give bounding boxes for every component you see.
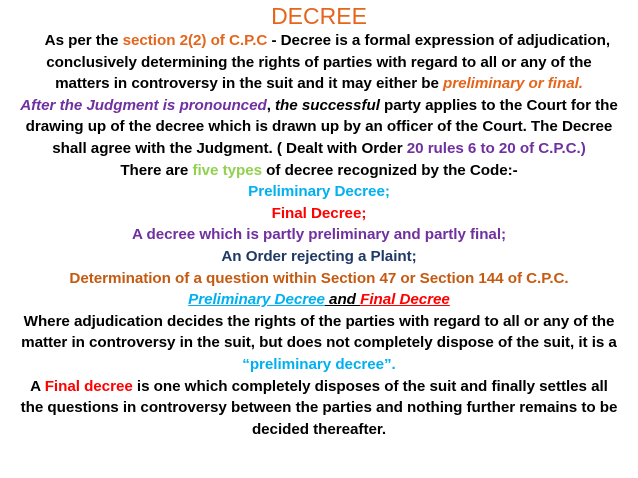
type-item-preliminary: Preliminary Decree; xyxy=(248,183,390,201)
judgment-comma: , xyxy=(266,96,276,114)
slide-title: DECREE xyxy=(271,3,367,29)
subheading-final: Final Decree xyxy=(360,291,450,309)
final-definition-after: is one which completely disposes of the suit and finally settles all the questions in controversy between the parties and nothing further remains to be decided thereafter. xyxy=(20,377,618,438)
judgment-text: party applies to the Court for the drawing up of the decree which is drawn up by an officer of the Court. The Decree shall agree with the Judgment. ( Dealt with Order xyxy=(25,96,618,157)
types-intro-after: of decree recognized by the Code:- xyxy=(262,161,518,179)
preliminary-quoted: “preliminary decree”. xyxy=(242,355,396,373)
types-intro xyxy=(18,160,620,182)
definition-text: - Decree is a formal expression of adjudication, conclusively determining the rights of parties with regard to all or any of the matters in controversy in the suit and it may either be xyxy=(46,32,611,93)
subheading-and: and xyxy=(324,291,361,309)
definition-paragraph xyxy=(18,30,620,95)
five-types-text: five types xyxy=(192,161,263,179)
preliminary-definition-paragraph xyxy=(18,311,620,376)
preliminary-or-final: preliminary or final. xyxy=(443,75,583,93)
successful-text: the successful xyxy=(275,96,380,114)
after-judgment-text: After the Judgment is pronounced xyxy=(20,96,267,114)
final-decree-term: Final decree xyxy=(44,377,133,395)
type-item-partly: A decree which is partly preliminary and partly final; xyxy=(131,226,506,244)
final-definition-paragraph xyxy=(18,376,620,441)
type-item-rejecting-plaint: An Order rejecting a Plaint; xyxy=(221,247,417,265)
slide-body xyxy=(18,30,620,440)
order-rules-reference: 20 rules 6 to 20 of C.P.C.) xyxy=(406,139,586,157)
type-item-determination: Determination of a question within Section 47 or Section 144 of C.P.C. xyxy=(69,269,569,287)
subheading-preliminary: Preliminary Decree xyxy=(188,291,325,309)
types-intro-before: There are xyxy=(120,161,193,179)
definition-intro: As per the xyxy=(44,32,123,49)
final-definition-before: A xyxy=(30,377,45,395)
type-item-final: Final Decree; xyxy=(271,204,367,222)
subheading xyxy=(18,289,620,311)
judgment-paragraph xyxy=(18,95,620,160)
section-reference: section 2(2) of C.P.C xyxy=(122,32,268,49)
preliminary-definition-text: Where adjudication decides the rights of the parties with regard to all or any of the matter in controversy in the suit, but does not completely dispose of the suit, it is a xyxy=(21,312,617,352)
